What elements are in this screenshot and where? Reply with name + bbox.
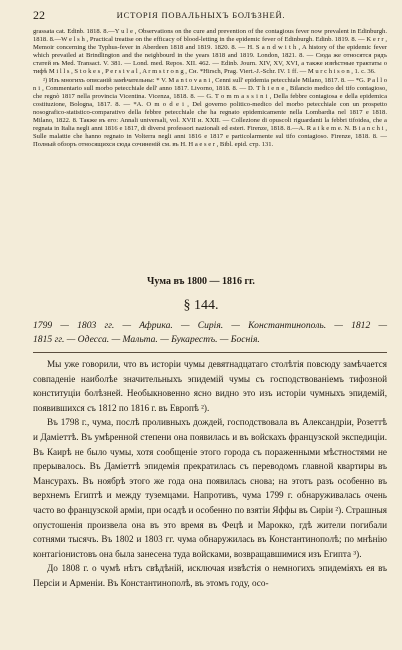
footnote-2: ²) Изъ многихъ описаній замѣчательны: * V. M a n t o v a n i , Cenni sull' epidemia petecchiale Milano, 1817. 8. — *G. P a l l o n i , Commentario sull morbo petecchiale dell' anno 1817. Livorno, 1818. 8. — D. T h i e n e , Bilancio medico del tifo contagioso, che regnò 1817 nella provincia Vicentina. Vicenza, 1818. 8. — G. T o m m a s s i n i , Della febbre contagiosa e della epidemica costituzione, Bologna, 1817. 8. — *A. O m o d e i , Del governo politico-medico del morbo petecchiale con un prospetto nosografico-statistico-comparativo della febbre petecchiale che ha regnato epidemicamente nella Lombardia nel 1817 e 1818. Milano, 1822. 8. Также въ его: Annali universali, vol. XVII и. XXII. — Collezione di opuscoli riguardanti la febbri tifoidea, che a regnata in Italia negli anni 1816 e 1817, di diversi professori nazionali ed esteri. Firenze, 1818. 8.—A. R a i k e m e. N. B i a n c h i , Sulle malattie che hanno regnato in Volterra negli anni 1816 e 1817 e particolarmente sul tifo contagioso. Firenze, 1818. 8. — Полный обзоръ относящихся сюда сочиненій см. въ H. H a e s e r , Bibl. epid. стр. 131. bbox=[33, 76, 387, 149]
subtitle-line-1: 1799 — 1803 гг. — Африка. — Сирія. — Константинополь. — 1812 — bbox=[33, 320, 387, 331]
section-heading: Чума въ 1800 — 1816 гг. bbox=[147, 276, 255, 287]
page-number: 22 bbox=[33, 8, 45, 22]
body-paragraph-3: До 1808 г. о чумѣ нѣтъ свѣдѣній, исключая извѣстія о немногихъ эпидеміяхъ ея въ Персіи и Арменіи. Въ Константинополѣ, въ этомъ году, осо- bbox=[33, 563, 387, 588]
paragraph-number: § 144. bbox=[183, 298, 219, 313]
footnotes-block bbox=[33, 28, 387, 149]
body-paragraph-1: Мы уже говорили, что въ исторіи чумы девятнадцатаго столѣтія повсюду замѣчается совпаденіе наиболѣе значительныхъ эпидемій чумы съ господствованіемъ тифозной конституціи болѣзней. Необыкновенно ясно видно это изъ исторіи чумныхъ эпидемій, появившихся съ 1812 по 1816 г. въ Европѣ ²). bbox=[33, 359, 387, 413]
running-header bbox=[0, 8, 402, 24]
body-paragraph-2: Въ 1798 г., чума, послѣ проливныхъ дождей, господствовала въ Александріи, Розеттѣ и Даміеттѣ. Въ умѣренной степени она появилась и въ войскахъ французской экспедиціи. Въ Каирѣ не было чумы, хотя сообщеніе этого города съ пораженными мѣстностями не прерывалось. Въ Даміеттѣ эпидемія прекратилась съ переводомъ главной квартиры въ Мансурахъ. Въ ноябрѣ этого же года она появилась снова; на этотъ разъ особенно въ верхнемъ Египтѣ и между туземцами. Напротивъ, чума 1799 г. обнаруживалась очень часто во французской арміи, при осадѣ и особенно по взятіи Яффы въ Сиріи ²). Страшныя опустошенія произвела она въ это время въ Фецѣ и Марокко, гдѣ жители погибали сотнями тысячъ. Въ 1802 и 1803 гг. чума обнаружилась въ Константинополѣ; по мнѣнію контагіонистовъ она была занесена туда войсками, возвращавшимися изъ Египта ³). bbox=[33, 417, 387, 559]
subtitle-line-2: 1815 гг. — Одесса. — Мальта. — Букарестъ. — Боснія. bbox=[33, 334, 260, 345]
section-subtitle bbox=[33, 319, 387, 347]
footnote-continued: grassata cat. Edinb. 1818. 8.—Y u l e , Observations on the cure and prevention of the contagious fever now prevalent in Edinburgh. 1818. 8.—W e l s h , Practical treatise on the efficacy of blood-letting in the epidemic fever of Edinburgh. Edinb. 1819. 8. — K e r r , Memoir concerning the Typhus-fever in Aberdeen 1818 and 1819. 1820. 8. — H. S a n d w i t h , A history of the epidemic fever which prevailed at Brindlington and the neighbourd in the years 1818 and 1819. London, 1821. 8. — Сюда же относятся рядъ статей въ Med. Transact. V. 381. — Lond. med. Repos. XII. 462. — Edinb. Journ. XIV, XV, XVI, а также извѣстные трактаты о тифѣ M i l l s , S t o k e s , P e r s i v a l , A r m s t r o n g , Сн. *Hirsch, Prag. Viert.-J.-Schr. IV. 1 ff. — M u r c h i s o n , 1. c. 36. bbox=[33, 28, 387, 76]
running-title: ИСТОРІЯ ПОВАЛЬНЫХЪ БОЛѢЗНЕЙ. bbox=[116, 10, 286, 20]
main-text bbox=[33, 357, 387, 591]
divider-rule bbox=[33, 352, 387, 353]
